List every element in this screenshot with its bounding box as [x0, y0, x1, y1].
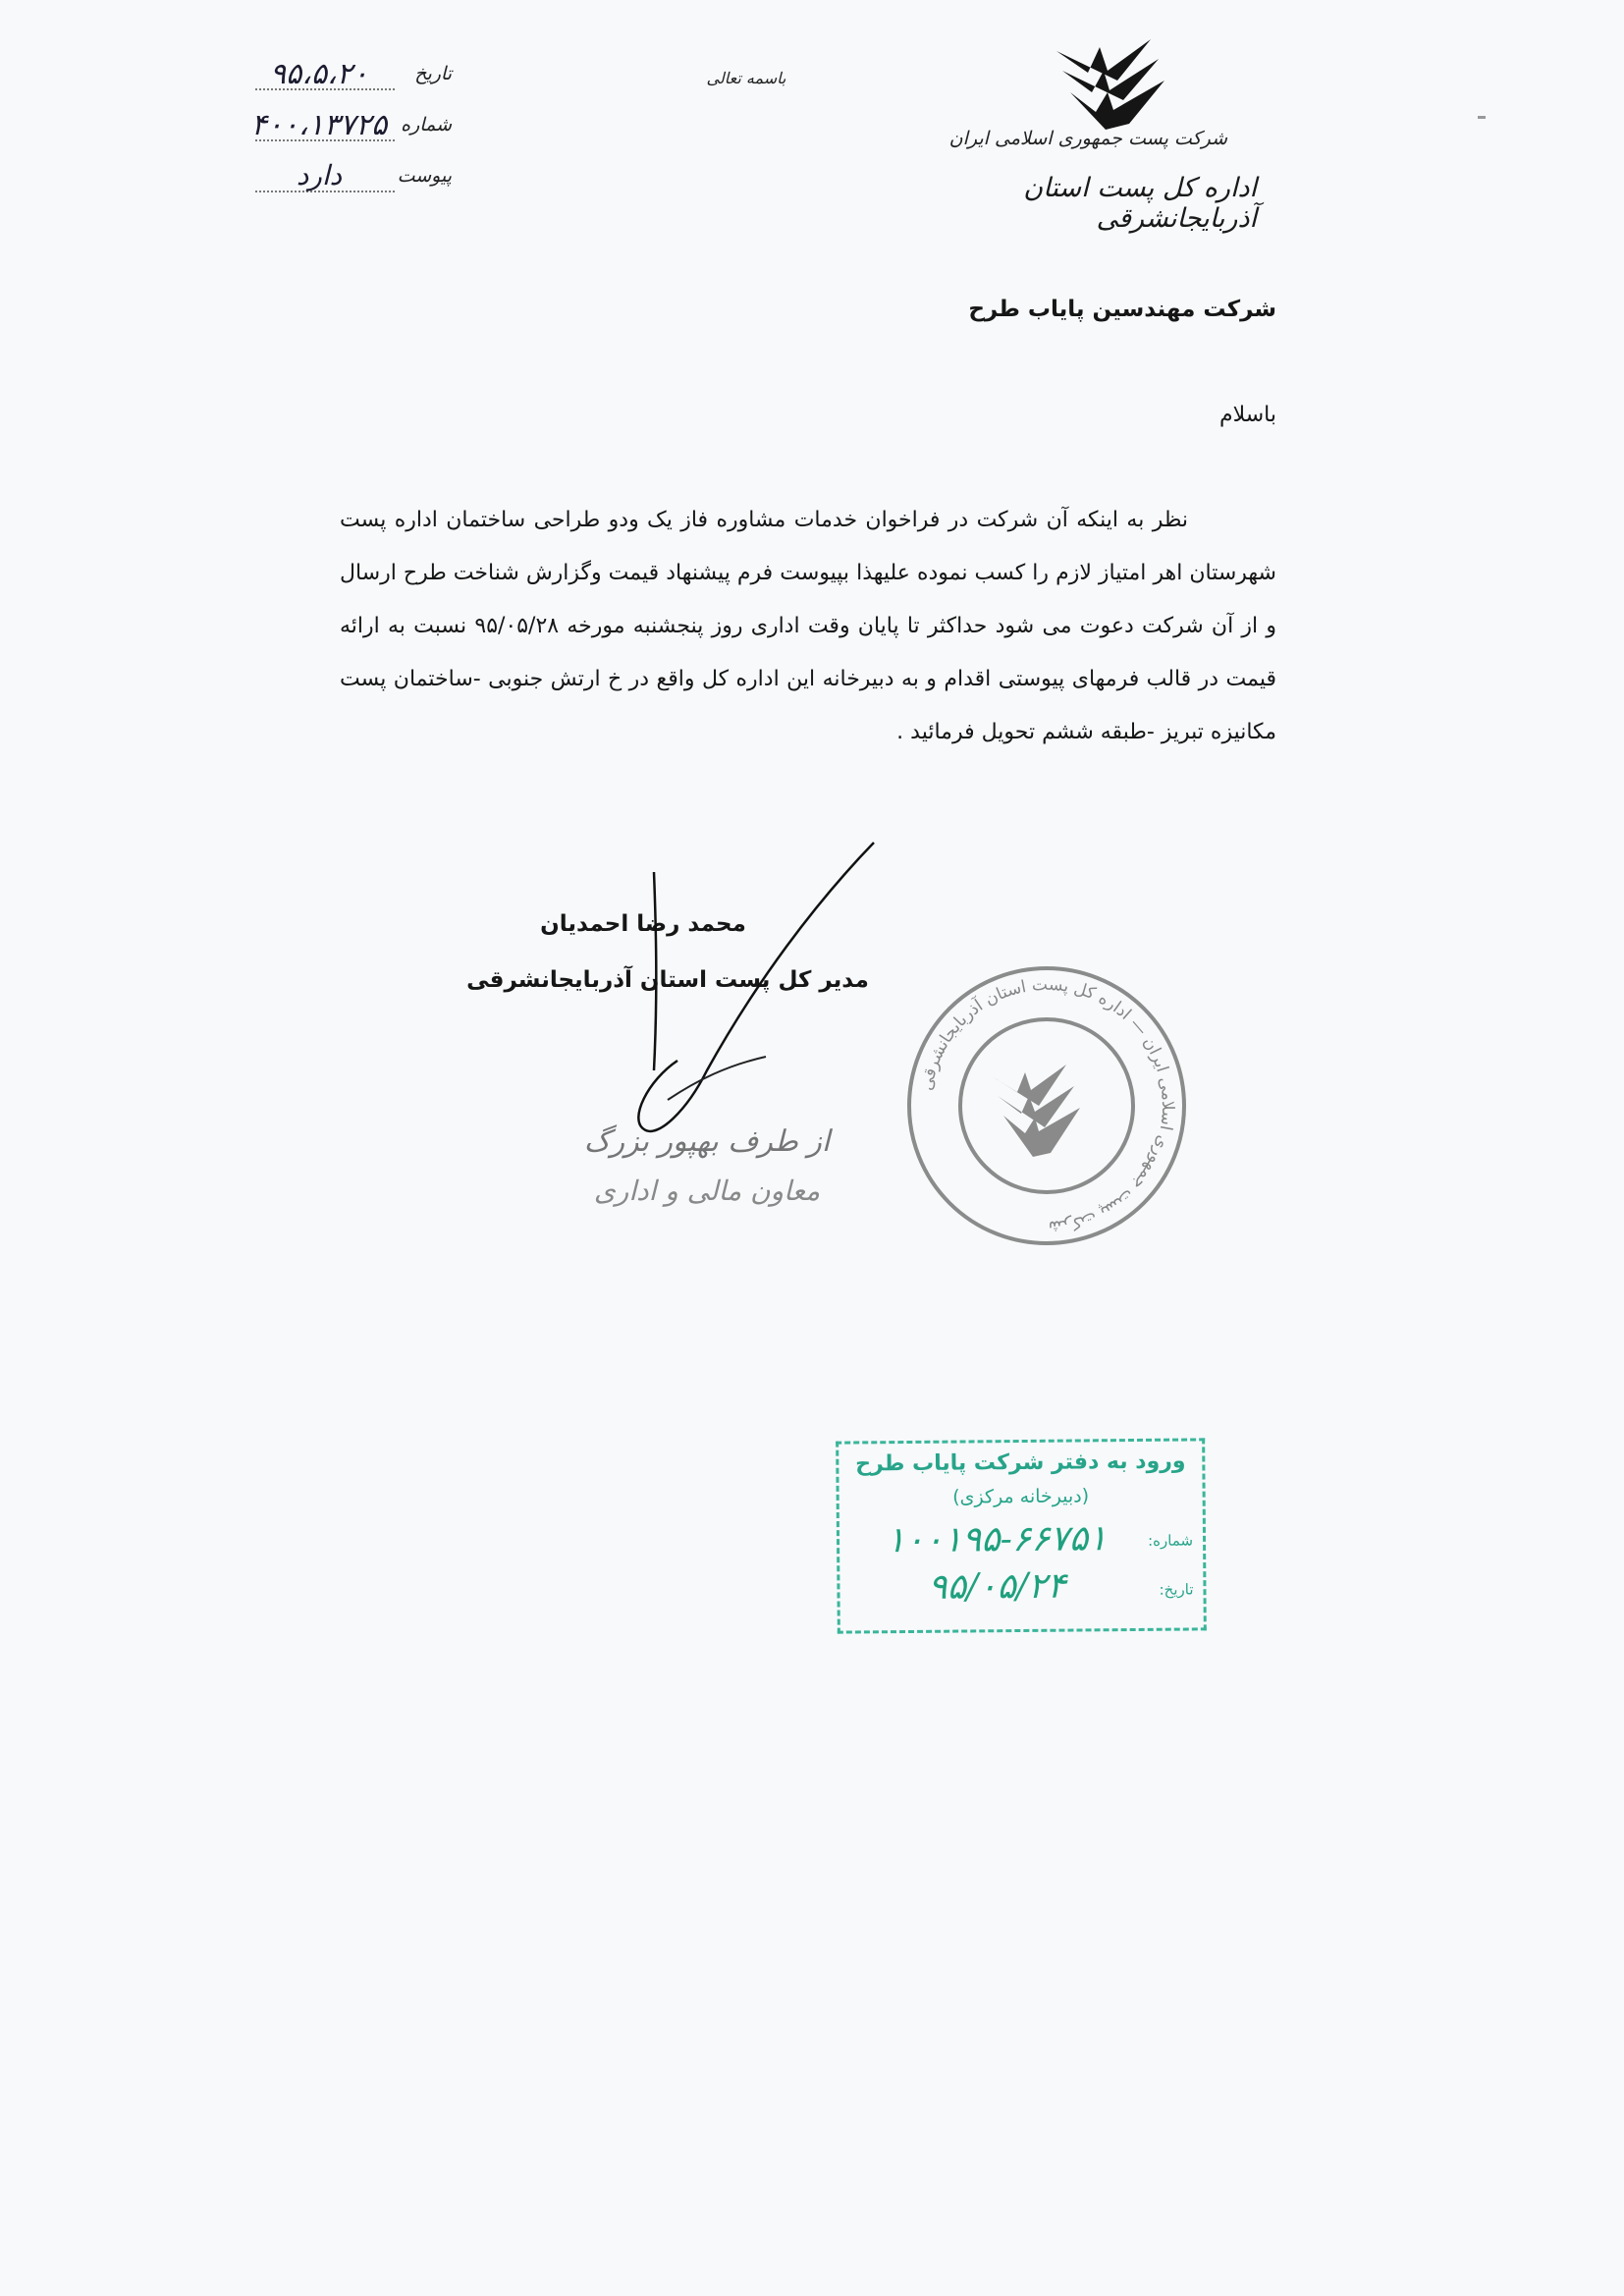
receipt-date-value: ۹۵/۰۵/۲۴	[928, 1565, 1066, 1608]
seal-ring-text: شرکت پست جمهوری اسلامی ایران — اداره کل پست استان آذربایجانشرقی	[916, 974, 1178, 1237]
receipt-date-label: تاریخ:	[1159, 1580, 1194, 1599]
post-company-logo	[1049, 37, 1172, 132]
handwritten-signature	[599, 835, 893, 1169]
attachment-value: دارد	[296, 159, 343, 191]
official-round-seal	[901, 960, 1192, 1251]
org-name-line2: اداره کل پست استان آذربایجانشرقی	[1023, 173, 1257, 234]
attachment-field	[236, 159, 452, 196]
number-label: شماره	[401, 114, 452, 136]
receipt-number-label: شماره:	[1148, 1531, 1194, 1550]
greeting-line: باسلام	[1218, 403, 1276, 427]
letter-body: نظر به اینکه آن شرکت در فراخوان خدمات مشاوره فاز یک ودو طراحی ساختمان اداره پست شهرستان اهر امتیاز لازم را کسب نموده علیهذا بپیوست فرم پیشنهاد قیمت وگزارش شناخت طرح ارسال و از آن شرکت دعوت می شود حداکثر تا پایان وقت اداری روز پنجشنبه مورخه ۹۵/۰۵/۲۸ نسبت به ارائه قیمت در قالب فرمهای پیوستی اقدام و به دبیرخانه این اداره کل واقع در خ ارتش جنوبی -ساختمان پست مکانیزه تبریز -طبقه ششم تحویل فرمائید .	[340, 508, 1276, 744]
signer-title: مدیر کل پست استان آذربایجانشرقی	[466, 967, 869, 993]
number-value: ۴۰۰،۱۳۷۲۵	[250, 108, 388, 142]
recipient-line: شرکت مهندسین پایاب طرح	[968, 297, 1276, 322]
receipt-stamp	[836, 1438, 1207, 1633]
invocation-text: باسمه تعالی	[706, 69, 786, 87]
attachment-label: پیوست	[397, 165, 452, 187]
receipt-number-value: ۱۰۰۱۹۵-۶۶۷۵۱	[886, 1518, 1108, 1561]
date-value: ۹۵،۵،۲۰	[270, 57, 368, 91]
date-label: تاریخ	[414, 63, 452, 84]
signer-name: محمد رضا احمدیان	[540, 911, 746, 937]
number-field	[236, 108, 452, 145]
date-field	[236, 57, 452, 94]
endorsement-line2: معاون مالی و اداری	[593, 1175, 821, 1207]
scan-speck	[1478, 116, 1486, 119]
endorsement-line1: از طرف بهپور بزرگ	[583, 1124, 831, 1159]
org-name-line1: شرکت پست جمهوری اسلامی ایران	[948, 128, 1227, 149]
receipt-stamp-subtitle: (دبیرخانه مرکزی)	[952, 1485, 1090, 1508]
receipt-stamp-title: ورود به دفتر شرکت پایاب طرح	[855, 1449, 1186, 1477]
